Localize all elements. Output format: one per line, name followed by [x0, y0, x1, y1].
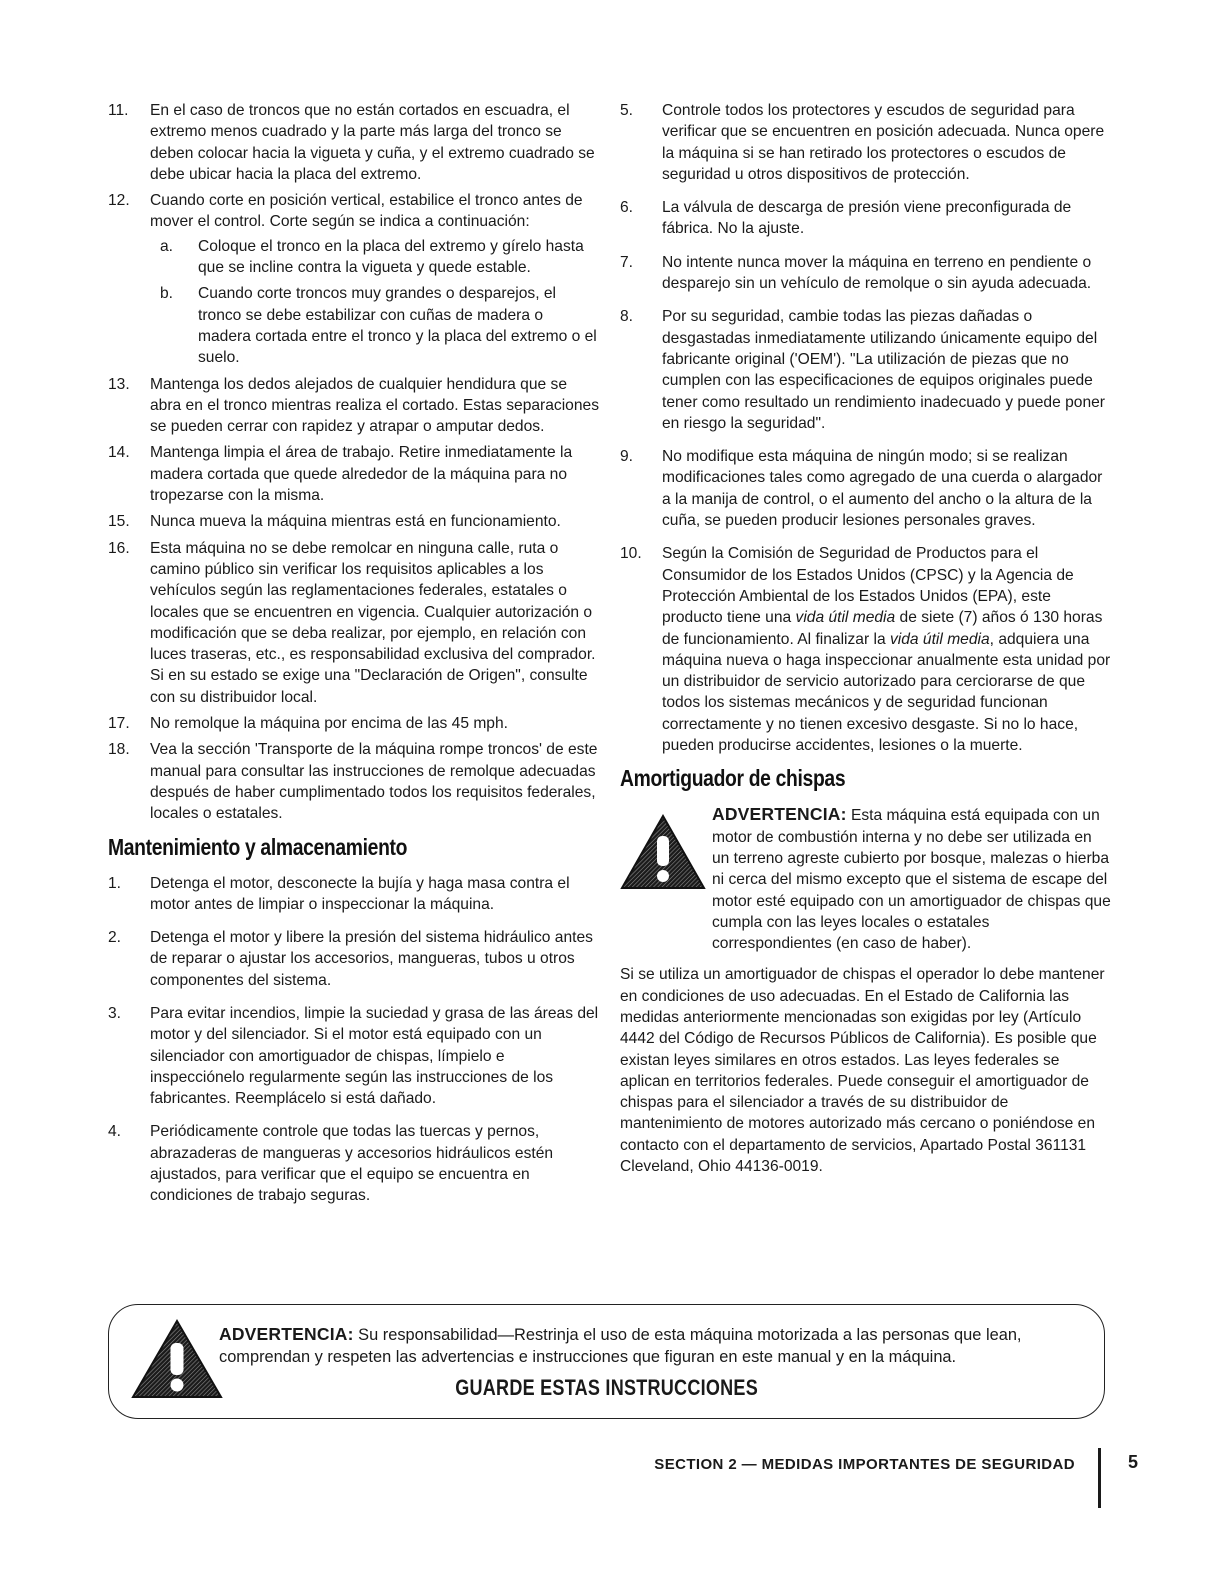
- save-instructions-text: GUARDE ESTAS INSTRUCCIONES: [455, 1375, 758, 1400]
- responsibility-warning-text: [219, 1323, 1079, 1368]
- item-text: Para evitar incendios, limpie la suciedad y grasa de las áreas del motor y del silenciador. Si el motor está equipado con un silenciador con amortiguador de chispas, límpielo e inspecciónelo regularmente según las instrucciones de los fabricantes. Reemplácelo si está dañado.: [150, 1004, 599, 1108]
- item-text: Detenga el motor y libere la presión del sistema hidráulico antes de reparar o ajustar los accesorios, mangueras, tubos u otros componentes del sistema.: [150, 929, 593, 989]
- item-number: 9.: [620, 448, 634, 466]
- item-number: 13.: [108, 375, 130, 393]
- item-number: 2.: [108, 929, 122, 947]
- item-text: Vea la sección 'Transporte de la máquina rompe troncos' de este manual para consultar las instrucciones de remolque adecuadas después de haber cumplimentado todos los requisitos federales, locales o estatales.: [150, 741, 598, 823]
- sub-item-letter: b.: [160, 285, 174, 303]
- item-text: En el caso de troncos que no están cortados en escuadra, el extremo menos cuadrado y la parte más larga del tronco se deben colocar hacia la vigueta y cuña, y el extremo cuadrado se debe ubicar hacia la placa del extremo.: [150, 102, 595, 183]
- sub-item-a: [160, 236, 600, 279]
- item-10-text-part: , adquiera una máquina nueva o haga inspeccionar anualmente esta unidad por un distribuidor de servicio autorizado para cerciorarse de que todos los sistemas mecánicos y de seguridad funcionan correctamente y no tienen excesivo desgaste. Si no lo hace, pueden producirse accidentes, lesiones o la muerte.: [662, 630, 1111, 755]
- warning-label: ADVERTENCIA:: [219, 1324, 354, 1344]
- item-text: Periódicamente controle que todas las tuercas y pernos, abrazaderas de mangueras y accesorios hidráulicos estén ajustados, para verificar que el equipo se encuentra en condiciones de trabajo seguras.: [150, 1123, 554, 1205]
- list-item-6: [620, 197, 1112, 240]
- warning-label: ADVERTENCIA:: [712, 804, 847, 825]
- spark-arrestor-heading: Amortiguador de chispas: [620, 765, 846, 792]
- item-text: Nunca mueva la máquina mientras está en funcionamiento.: [150, 513, 561, 531]
- maintenance-heading: Mantenimiento y almacenamiento: [108, 833, 408, 860]
- item-text: [662, 543, 1112, 756]
- section-footer: SECTION 2 — MEDIDAS IMPORTANTES DE SEGURIDAD: [654, 1456, 1075, 1473]
- item-number: 17.: [108, 715, 130, 733]
- item-number: 7.: [620, 253, 634, 271]
- save-instructions-title: [109, 1375, 1104, 1401]
- sub-item-letter: a.: [160, 237, 174, 255]
- item-number: 10.: [620, 545, 642, 563]
- sub-item-b: [160, 283, 600, 368]
- item-number: 3.: [108, 1004, 122, 1022]
- item-number: 1.: [108, 874, 122, 892]
- item-text: No intente nunca mover la máquina en terreno en pendiente o desparejo sin un vehículo de remolque o sin ayuda adecuada.: [662, 253, 1092, 293]
- item-text: No remolque la máquina por encima de las 45 mph.: [150, 715, 508, 733]
- item-10-text-part: de siete (7) años ó 130 horas de funcionamiento. Al finalizar la: [662, 609, 1103, 648]
- maintenance-item-4: [108, 1121, 600, 1206]
- list-item-7: [620, 252, 1112, 295]
- footer-divider: [1098, 1448, 1101, 1508]
- item-number: 4.: [108, 1123, 122, 1141]
- item-number: 5.: [620, 102, 634, 119]
- page-number: 5: [1128, 1452, 1139, 1472]
- maintenance-item-2: [108, 927, 600, 991]
- item-number: 12.: [108, 192, 130, 210]
- maintenance-item-3: [108, 1003, 600, 1109]
- list-item-14: [108, 442, 600, 506]
- list-item-5: [620, 100, 1112, 185]
- list-item-18: [108, 739, 600, 824]
- item-text: Esta máquina no se debe remolcar en ninguna calle, ruta o camino público sin verificar los requisitos aplicables a los vehículos según las reglamentaciones federales, estatales o locales que se encuentren en vigencia. Cualquier autorización o modificación que se deba realizar, por ejemplo, en relación con luces traseras, etc., es responsabilidad exclusiva del comprador. Si en su estado se exige una "Declaración de Origen", consulte con su distribuidor local.: [150, 539, 596, 706]
- maintenance-item-1: [108, 873, 600, 916]
- left-column: [108, 100, 600, 1219]
- item-text: No modifique esta máquina de ningún modo; si se realizan modificaciones tales como agregado de una cuerda o alargador a la manija de control, o el aumento del ancho o la altura de la cuña, se pueden producir lesiones personales graves.: [662, 448, 1103, 530]
- sub-item-text: Coloque el tronco en la placa del extremo y gírelo hasta que se incline contra la vigueta y quede estable.: [198, 237, 584, 277]
- list-item-16: [108, 538, 600, 708]
- item-number: 14.: [108, 444, 130, 462]
- item-text: Cuando corte en posición vertical, estabilice el tronco antes de mover el control. Corte según se indica a continuación:: [150, 192, 583, 231]
- list-item-11: [108, 100, 600, 185]
- list-item-15: [108, 511, 600, 532]
- item-text: Por su seguridad, cambie todas las piezas dañadas o desgastadas inmediatamente utilizando únicamente equipo del fabricante original ('OEM'). "La utilización de piezas que no cumplen con las especificaciones de equipos originales puede tener como resultado un rendimiento inadecuado y puede poner en riesgo la seguridad".: [662, 308, 1105, 432]
- list-item-13: [108, 374, 600, 438]
- list-item-17: [108, 713, 600, 734]
- warning-text: Esta máquina está equipada con un motor de combustión interna y no debe ser utilizada en un terreno agreste cubierto por bosque, malezas o hierba ni cerca del mismo excepto que el sistema de escape del motor esté equipado con un amortiguador de chispas que cumpla con las leyes locales o estatales correspondientes (en caso de haber).: [712, 807, 1111, 953]
- item-number: 6.: [620, 199, 634, 217]
- warning-text: Su responsabilidad—Restrinja el uso de esta máquina motorizada a las personas que lean, comprendan y respeten las advertencias e instrucciones que figuran en este manual y en la máquina.: [219, 1326, 1022, 1366]
- item-10-text-part: Según la Comisión de Seguridad de Productos para el Consumidor de los Estados Unidos (CPSC) y la Agencia de Protección Ambiental de los Estados Unidos (EPA), este producto tiene una: [662, 545, 1074, 627]
- emphasis-text: vida útil media: [889, 630, 990, 648]
- sub-list: [108, 236, 600, 369]
- item-text: Mantenga los dedos alejados de cualquier hendidura que se abra en el tronco mientras realiza el cortado. Estas separaciones se pueden cerrar con rapidez y atrapar o amputar dedos.: [150, 375, 599, 436]
- item-text: Mantenga limpia el área de trabajo. Retire inmediatamente la madera cortada que quede alrededor de la máquina para no tropezarse con la misma.: [150, 444, 573, 505]
- emphasis-text: vida útil media: [795, 609, 896, 627]
- item-number: 11.: [108, 102, 129, 119]
- item-number: 8.: [620, 308, 634, 326]
- list-item-12: [108, 190, 600, 233]
- list-item-8: [620, 306, 1112, 434]
- item-number: 18.: [108, 741, 130, 759]
- item-number: 16.: [108, 539, 130, 557]
- sub-item-text: Cuando corte troncos muy grandes o desparejos, el tronco se debe estabilizar con cuñas de madera o madera cortada entre el tronco y la placa del extremo o el suelo.: [198, 285, 597, 367]
- right-column: [620, 100, 1112, 1177]
- item-text: Detenga el motor, desconecte la bujía y haga masa contra el motor antes de limpiar o inspeccionar la máquina.: [150, 874, 570, 913]
- item-number: 15.: [108, 513, 130, 531]
- list-item-9: [620, 446, 1112, 531]
- responsibility-warning-box: [108, 1304, 1105, 1419]
- warning-triangle-icon: [620, 814, 706, 890]
- item-text: Controle todos los protectores y escudos de seguridad para verificar que se encuentren en posición adecuada. Nunca opere la máquina si se han retirado los protectores o escudos de seguridad u otros dispositivos de protección.: [662, 102, 1105, 183]
- item-text: La válvula de descarga de presión viene preconfigurada de fábrica. No la ajuste.: [662, 199, 1072, 238]
- spark-paragraph: Si se utiliza un amortiguador de chispas el operador lo debe mantener en condiciones de uso adecuadas. En el Estado de California las medidas anteriormente mencionadas son exigidas por ley (Artículo 4442 del Código de Recursos Públicos de California). Es posible que existan leyes similares en otros estados. Las leyes federales se aplican en territorios federales. Puede conseguir el amortiguador de chispas para el silenciador a través de su distribuidor de mantenimiento de motores autorizado más cercano o poniéndose en contacto con el departamento de servicios, Apartado Postal 361131 Cleveland, Ohio 44136-0019.: [620, 966, 1105, 1176]
- spark-warning: [620, 804, 1112, 954]
- list-item-10: [620, 543, 1112, 756]
